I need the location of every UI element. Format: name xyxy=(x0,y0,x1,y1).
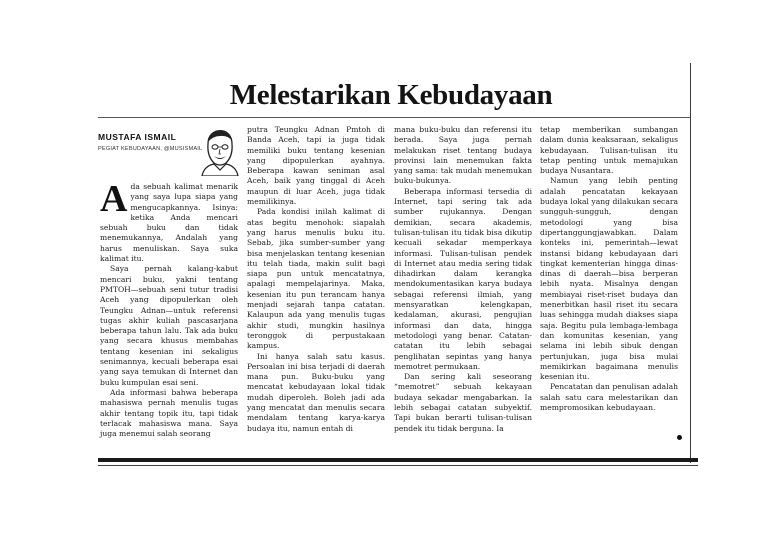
title-rule xyxy=(98,117,690,118)
author-role: PEGIAT KEBUDAYAAN, @MUSISMAIL xyxy=(98,146,203,152)
article-column-4 xyxy=(540,125,678,413)
end-bullet-icon xyxy=(677,435,682,440)
author-name: MUSTAFA ISMAIL xyxy=(98,132,177,142)
article-title: Melestarikan Kebudayaan xyxy=(229,79,553,111)
paragraph: tetap memberikan sumbangan dalam dunia keaksaraan, sekaligus kebudayaan. Tulisan-tulisan itu tetap penting untuk memajukan budaya Nusantara. xyxy=(540,125,678,176)
article-column-2 xyxy=(247,125,385,434)
paragraph: Dan sering kali seseorang “memotret” sebuah kekayaan budaya sekadar mengabarkan. Ia lebih sebagai catatan subyektif. Tapi bukan berarti tulisan-tulisan pendek itu tidak berguna. Ia xyxy=(394,372,532,433)
bottom-rule xyxy=(98,458,698,462)
dropcap: A xyxy=(100,178,128,220)
article-column-3 xyxy=(394,125,532,434)
paragraph: putra Teungku Adnan Pmtoh di Banda Aceh, tapi ia juga tidak memiliki buku tentang kesenian yang dipopulerkan ayahnya. Beberapa kawan seniman asal Aceh, baik yang tinggal di Aceh maupun di luar Aceh, juga tidak memilikinya. xyxy=(247,125,385,207)
paragraph: Ada informasi bahwa beberapa mahasiswa pernah menulis tugas akhir tentang topik itu, tapi tidak terlacak mahasiswa mana. Saya juga menemui salah seorang xyxy=(100,387,238,439)
byline xyxy=(98,132,238,180)
paragraph: Ini hanya salah satu kasus. Persoalan ini bisa terjadi di daerah mana pun. Buku-buku yang mencatat kebudayaan lokal tidak mudah diperoleh. Boleh jadi ada yang mencatat dan menulis secara mendalam tentang karya-karya budaya itu, namun entah di xyxy=(247,351,385,433)
article-column-1 xyxy=(100,178,238,439)
paragraph: Saya pernah kalang-kabut mencari buku, yakni tentang PMTOH—sebuah seni tutur tradisi Aceh yang dipopulerkan oleh Teungku Adnan—untuk referensi tugas akhir kuliah pascasarjana beberapa tahun lalu. Tak ada buku yang secara khusus membahas tentang kesenian ini sekaligus senimannya, kecuali beberapa esai yang saya temukan di Internet dan buku kumpulan esai seni. xyxy=(100,264,238,387)
paragraph: Pencatatan dan penulisan adalah salah satu cara melestarikan dan mempromosikan kebudayaan. xyxy=(540,382,678,413)
paragraph: Ada sebuah kalimat menarik yang saya lupa siapa yang mengucapkannya. Isinya: ketika Anda mencari sebuah buku dan tidak menemukannya, Andalah yang harus menuliskan. Saya suka kalimat itu. xyxy=(100,178,238,264)
paragraph: Namun yang lebih penting adalah pencatatan kekayaan budaya lokal yang dilakukan secara sungguh-sungguh, dengan metodologi yang bisa dipertanggungjawabkan. Dalam konteks ini, pemerintah—lewat instansi bidang kebudayaan dari tingkat kementerian hingga dinas-dinas di daerah—bisa berperan lebih nyata. Misalnya dengan membiayai riset-riset budaya dan menerbitkan hasil riset itu secara luas sehingga mudah diakses siapa saja. Begitu pula lembaga-lembaga dan komunitas kesenian, yang selama ini lebih sibuk dengan pertunjukan, juga bisa mulai memikirkan bagaimana menulis kesenian itu. xyxy=(540,176,678,382)
paragraph: Pada kondisi inilah kalimat di atas begitu menohok: siapalah yang harus menulis buku itu. Sebab, jika sumber-sumber yang bisa menjelaskan tentang kesenian itu telah tiada, makin sulit bagi siapa pun untuk mencatatnya, apalagi mempelajarinya. Maka, kesenian itu pun terancam hanya menjadi sejarah tanpa catatan. Kalaupun ada yang menulis tugas akhir studi, mungkin hasilnya teronggok di perpustakaan kampus. xyxy=(247,207,385,351)
paragraph: mana buku-buku dan referensi itu berada. Saya juga pernah melakukan riset tentang budaya provinsi lain menemukan fakta yang sama: tak mudah menemukan buku-bukunya. xyxy=(394,125,532,186)
author-portrait-icon xyxy=(198,126,242,176)
bottom-rule-thin xyxy=(98,465,698,466)
column-divider-rule xyxy=(690,63,691,463)
paragraph: Beberapa informasi tersedia di Internet, tapi sering tak ada sumber rujukannya. Dengan demikian, secara akademis, tulisan-tulisan itu tidak bisa dikutip kecuali sekadar memperkaya informasi. Tulisan-tulisan pendek di Internet atau media sering tidak dihadirkan dalam kerangka mendokumentasikan karya budaya sebagai referensi ilmiah, yang mensyaratkan kelengkapan, kedalaman, akurasi, pengujian informasi dan data, hingga metodologi yang benar. Catatan-catatan itu lebih sebagai penglihatan sepintas yang hanya memotret permukaan. xyxy=(394,186,532,371)
